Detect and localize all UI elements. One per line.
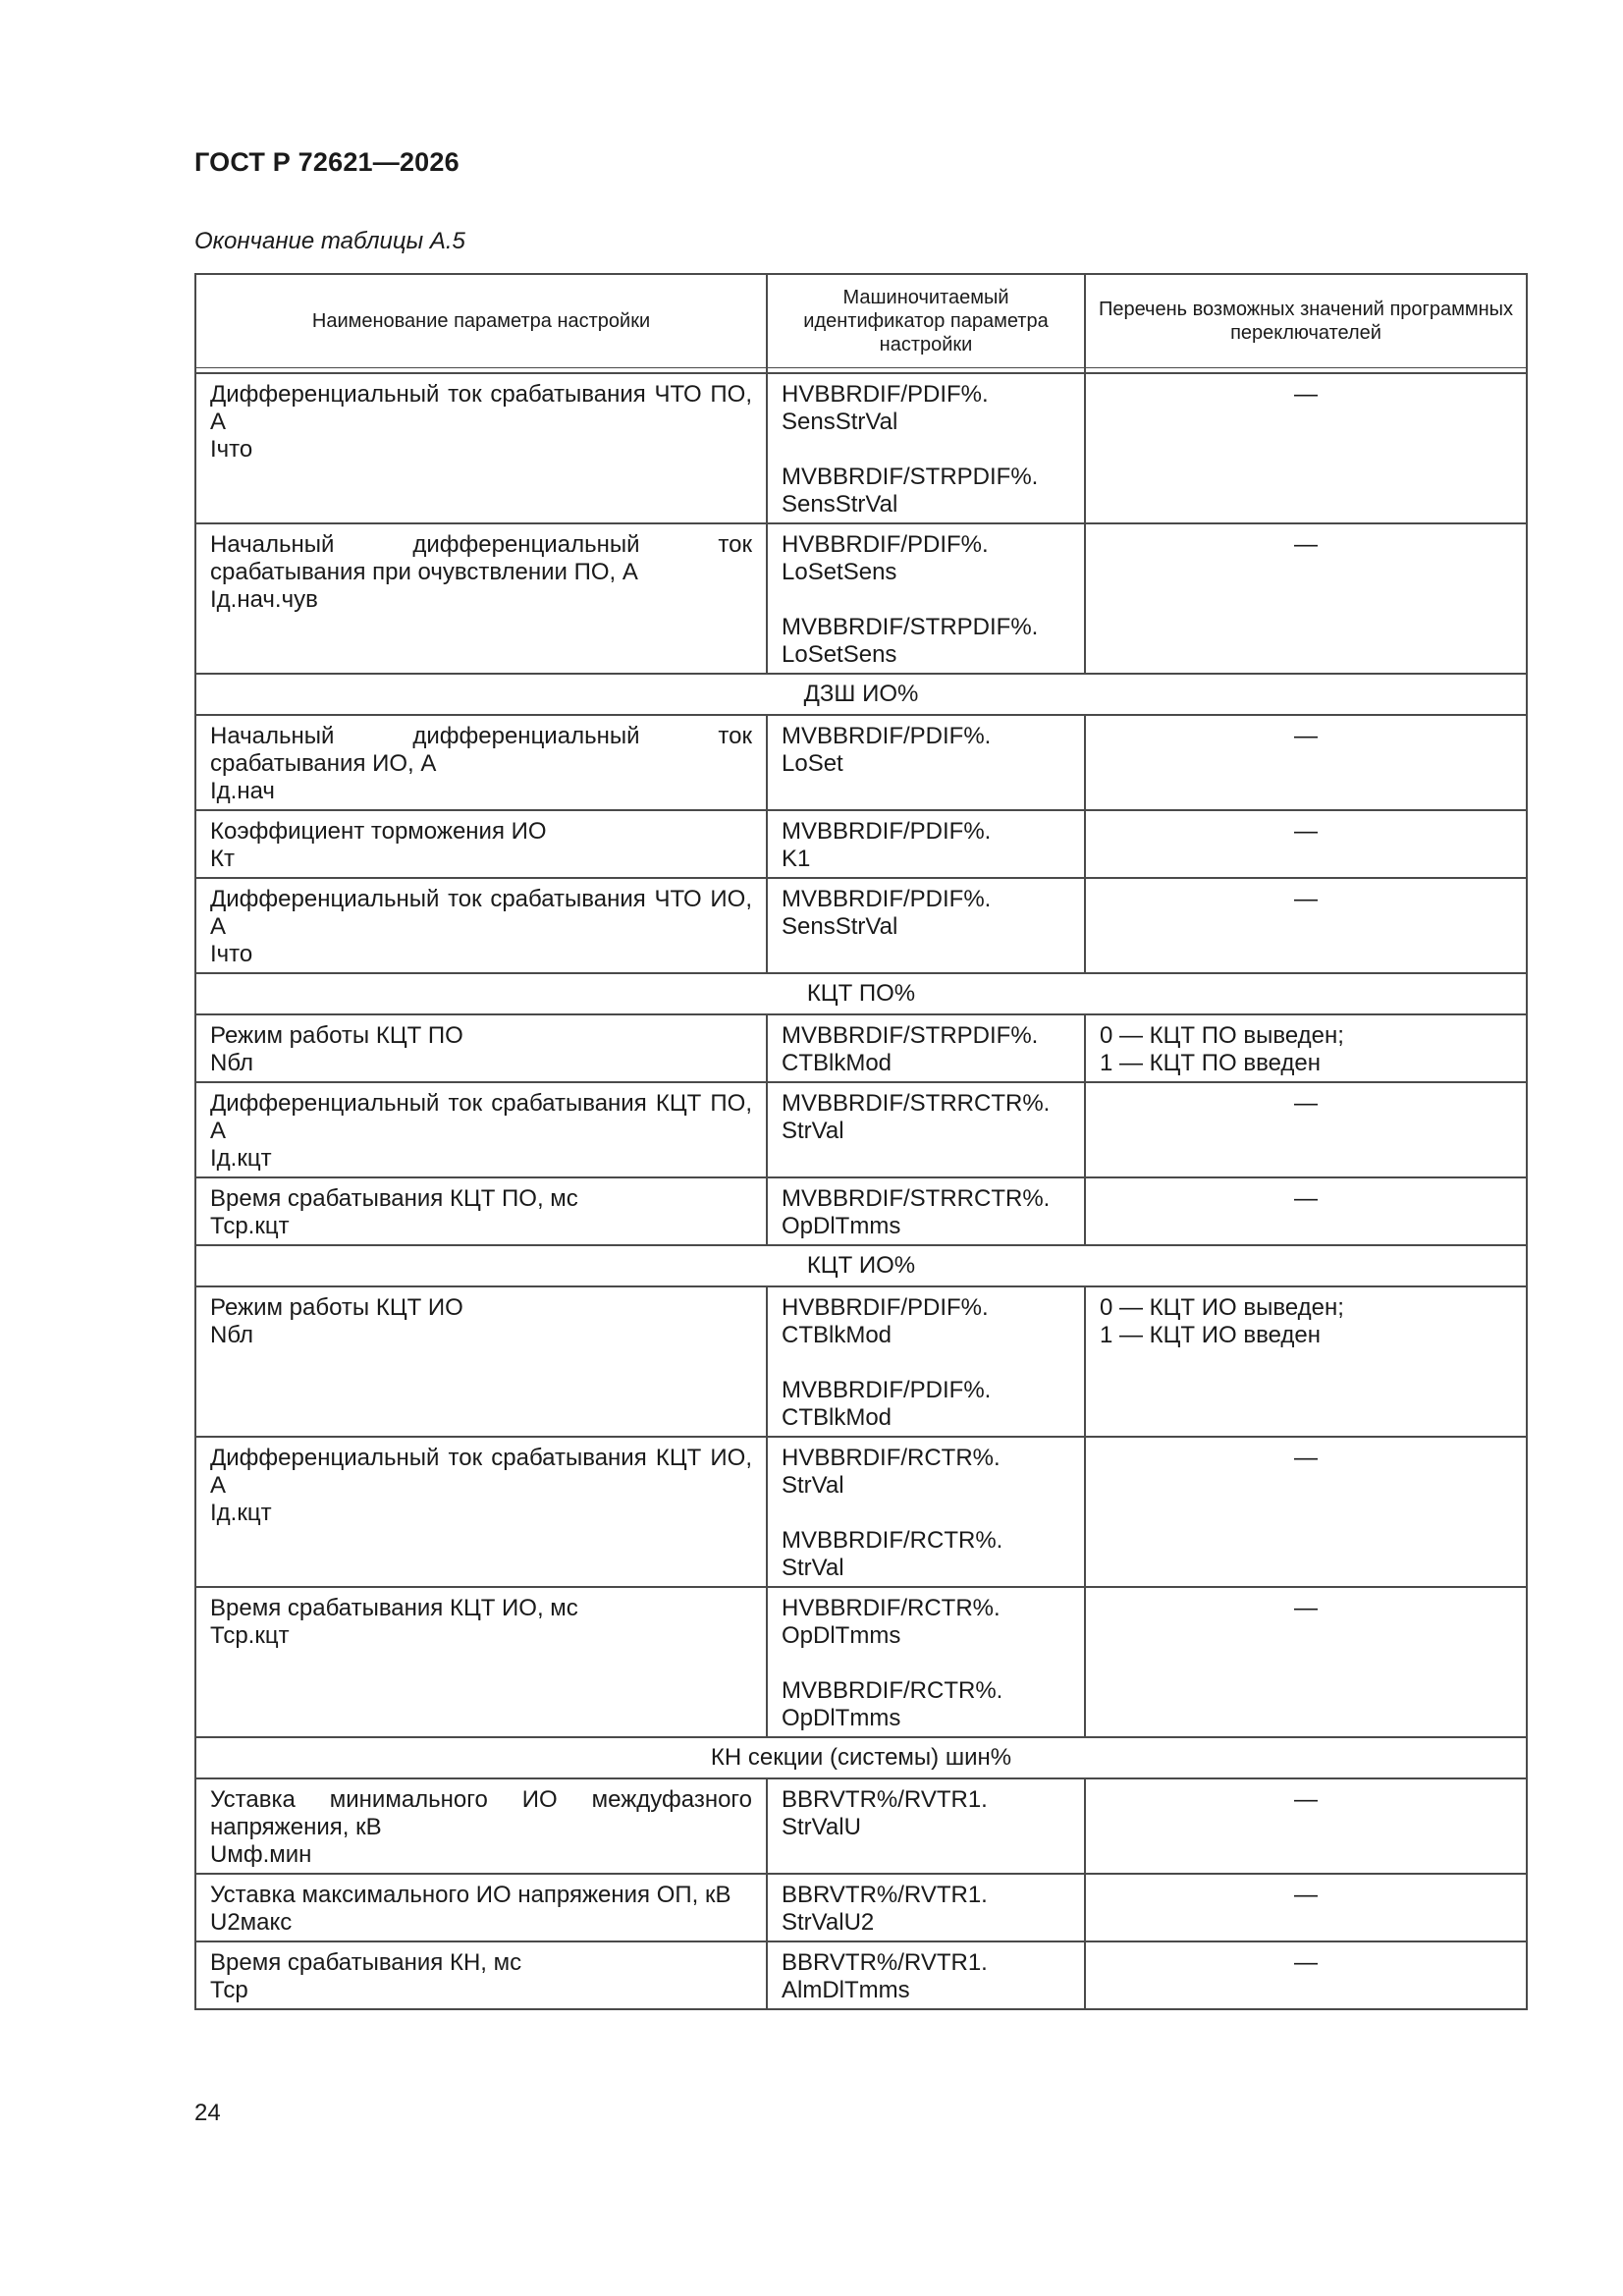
table-row [195,878,1527,973]
column-header-id: Машиночитаемый идентификатор параметра настройки [767,274,1085,368]
parameter-symbol: Iд.кцт [210,1500,272,1526]
identifier-line: OpDlTmms [782,1622,901,1649]
identifier-cell [767,1082,1085,1177]
table-row [195,1177,1527,1245]
document-code: ГОСТ Р 72621—2026 [194,147,460,177]
parameter-symbol: Тср.кцт [210,1622,290,1649]
parameter-name-cell [195,810,767,878]
identifier-line: StrValU [782,1814,861,1840]
identifier-line: StrValU2 [782,1909,875,1936]
section-title: КН секции (системы) шин% [195,1737,1527,1778]
identifier-line: MVBBRDIF/PDIF%. [782,723,992,749]
identifier-cell [767,1778,1085,1874]
identifier-line: SensStrVal [782,913,898,940]
identifier-line: HVBBRDIF/RCTR%. [782,1595,1001,1621]
parameter-name: Дифференциальный ток срабатывания КЦТ ИО, А [210,1445,752,1499]
identifier-line: CTBlkMod [782,1322,893,1348]
identifier-line: MVBBRDIF/STRPDIF%. [782,1022,1039,1049]
parameter-symbol: Uмф.мин [210,1841,312,1868]
parameter-name: Начальный дифференциальный ток срабатывания ИО, А [210,723,752,777]
identifier-gap [782,1500,1070,1527]
identifier-cell [767,1437,1085,1587]
parameter-name: Время срабатывания КЦТ ПО, мс [210,1185,578,1212]
value-line: 0 — КЦТ ИО выведен; [1100,1294,1344,1321]
table-body [195,368,1527,2010]
table-row [195,373,1527,523]
value-line: 1 — КЦТ ПО введен [1100,1050,1321,1076]
identifier-gap [782,586,1070,614]
identifier-cell [767,373,1085,523]
identifier-line: MVBBRDIF/STRRCTR%. [782,1090,1051,1117]
identifier-line: StrVal [782,1118,844,1144]
value-line: — [1294,1185,1318,1212]
identifier-line: MVBBRDIF/RCTR%. [782,1527,1003,1554]
table-row [195,1587,1527,1737]
identifier-gap [782,436,1070,464]
identifier-line: MVBBRDIF/PDIF%. [782,886,992,912]
identifier-cell [767,523,1085,674]
table-header-row [195,274,1527,368]
identifier-line: MVBBRDIF/STRRCTR%. [782,1185,1051,1212]
section-row [195,674,1527,715]
identifier-line: MVBBRDIF/STRPDIF%. [782,464,1039,490]
identifier-line: LoSet [782,750,843,777]
values-cell [1085,1437,1527,1587]
identifier-gap [782,1349,1070,1377]
values-cell [1085,878,1527,973]
value-line: 1 — КЦТ ИО введен [1100,1322,1321,1348]
parameter-name: Начальный дифференциальный ток срабатывания при очувствлении ПО, А [210,531,752,585]
parameter-name-cell [195,878,767,973]
value-line: — [1294,1882,1318,1908]
identifier-line: OpDlTmms [782,1705,901,1731]
parameter-symbol: Тср [210,1977,248,2003]
table-row [195,715,1527,810]
identifier-line: LoSetSens [782,641,897,668]
table-row [195,1082,1527,1177]
parameter-name: Время срабатывания КЦТ ИО, мс [210,1595,578,1621]
values-cell [1085,1778,1527,1874]
parameter-symbol: Nбл [210,1322,254,1348]
parameter-name: Режим работы КЦТ ИО [210,1294,463,1321]
column-header-values: Перечень возможных значений программных переключателей [1085,274,1527,368]
parameter-name-cell [195,1014,767,1082]
values-cell [1085,1587,1527,1737]
value-line: — [1294,1786,1318,1813]
table-row [195,1437,1527,1587]
identifier-line: OpDlTmms [782,1213,901,1239]
column-header-name: Наименование параметра настройки [195,274,767,368]
parameter-name-cell [195,1177,767,1245]
section-title: КЦТ ИО% [195,1245,1527,1286]
identifier-line: LoSetSens [782,559,897,585]
parameter-symbol: Iд.кцт [210,1145,272,1172]
parameter-name: Уставка минимального ИО междуфазного напряжения, кВ [210,1786,752,1840]
parameter-symbol: U2макс [210,1909,293,1936]
identifier-line: BBRVTR%/RVTR1. [782,1786,988,1813]
identifier-gap [782,1650,1070,1677]
section-row [195,1737,1527,1778]
parameter-symbol: Iд.нач [210,778,275,804]
table-row [195,1014,1527,1082]
parameter-name-cell [195,1874,767,1941]
parameter-name-cell [195,1082,767,1177]
values-cell [1085,1286,1527,1437]
table-row [195,1286,1527,1437]
identifier-cell [767,1177,1085,1245]
parameter-symbol: Тср.кцт [210,1213,290,1239]
identifier-line: MVBBRDIF/PDIF%. [782,818,992,845]
parameter-name-cell [195,1778,767,1874]
identifier-line: HVBBRDIF/RCTR%. [782,1445,1001,1471]
section-row [195,973,1527,1014]
identifier-line: MVBBRDIF/STRPDIF%. [782,614,1039,640]
values-cell [1085,1941,1527,2009]
parameter-name: Режим работы КЦТ ПО [210,1022,463,1049]
identifier-line: StrVal [782,1472,844,1499]
value-line: — [1294,1445,1318,1471]
table-row [195,1778,1527,1874]
parameter-name: Коэффициент торможения ИО [210,818,547,845]
identifier-cell [767,1014,1085,1082]
value-line: 0 — КЦТ ПО выведен; [1100,1022,1344,1049]
identifier-cell [767,1941,1085,2009]
values-cell [1085,523,1527,674]
identifier-cell [767,1874,1085,1941]
value-line: — [1294,1949,1318,1976]
parameter-name-cell [195,1941,767,2009]
parameter-name: Дифференциальный ток срабатывания ЧТО ИО, А [210,886,752,940]
identifier-cell [767,810,1085,878]
value-line: — [1294,531,1318,558]
values-cell [1085,810,1527,878]
identifier-line: MVBBRDIF/RCTR%. [782,1677,1003,1704]
parameter-name-cell [195,1286,767,1437]
identifier-cell [767,1286,1085,1437]
parameter-table [194,273,1528,2010]
identifier-line: StrVal [782,1555,844,1581]
parameter-name: Дифференциальный ток срабатывания КЦТ ПО, А [210,1090,752,1144]
parameter-name-cell [195,1437,767,1587]
table-row [195,1941,1527,2009]
parameter-name-cell [195,523,767,674]
identifier-line: HVBBRDIF/PDIF%. [782,1294,989,1321]
table-row [195,810,1527,878]
values-cell [1085,1874,1527,1941]
values-cell [1085,715,1527,810]
identifier-line: CTBlkMod [782,1050,893,1076]
section-row [195,1245,1527,1286]
values-cell [1085,373,1527,523]
value-line: — [1294,723,1318,749]
identifier-line: BBRVTR%/RVTR1. [782,1949,988,1976]
parameter-name-cell [195,1587,767,1737]
section-title: КЦТ ПО% [195,973,1527,1014]
parameter-name-cell [195,373,767,523]
value-line: — [1294,1090,1318,1117]
parameter-name: Уставка максимального ИО напряжения ОП, кВ [210,1882,731,1908]
parameter-symbol: Iчто [210,436,253,463]
values-cell [1085,1177,1527,1245]
section-title: ДЗШ ИО% [195,674,1527,715]
table-caption: Окончание таблицы А.5 [194,228,465,254]
values-cell [1085,1014,1527,1082]
identifier-line: MVBBRDIF/PDIF%. [782,1377,992,1403]
parameter-name: Время срабатывания КН, мс [210,1949,522,1976]
value-line: — [1294,886,1318,912]
identifier-cell [767,878,1085,973]
parameter-symbol: Iчто [210,941,253,967]
value-line: — [1294,381,1318,408]
identifier-line: K1 [782,846,811,872]
parameter-symbol: Кт [210,846,235,872]
identifier-line: SensStrVal [782,409,898,435]
parameter-symbol: Nбл [210,1050,254,1076]
identifier-line: BBRVTR%/RVTR1. [782,1882,988,1908]
identifier-line: HVBBRDIF/PDIF%. [782,381,989,408]
identifier-line: SensStrVal [782,491,898,518]
parameter-name: Дифференциальный ток срабатывания ЧТО ПО, А [210,381,752,435]
identifier-cell [767,715,1085,810]
parameter-symbol: Iд.нач.чув [210,586,318,613]
values-cell [1085,1082,1527,1177]
table-row [195,523,1527,674]
table-row [195,1874,1527,1941]
value-line: — [1294,818,1318,845]
parameter-name-cell [195,715,767,810]
value-line: — [1294,1595,1318,1621]
identifier-line: HVBBRDIF/PDIF%. [782,531,989,558]
identifier-line: AlmDlTmms [782,1977,910,2003]
identifier-line: CTBlkMod [782,1404,893,1431]
identifier-cell [767,1587,1085,1737]
page-number: 24 [194,2100,221,2126]
